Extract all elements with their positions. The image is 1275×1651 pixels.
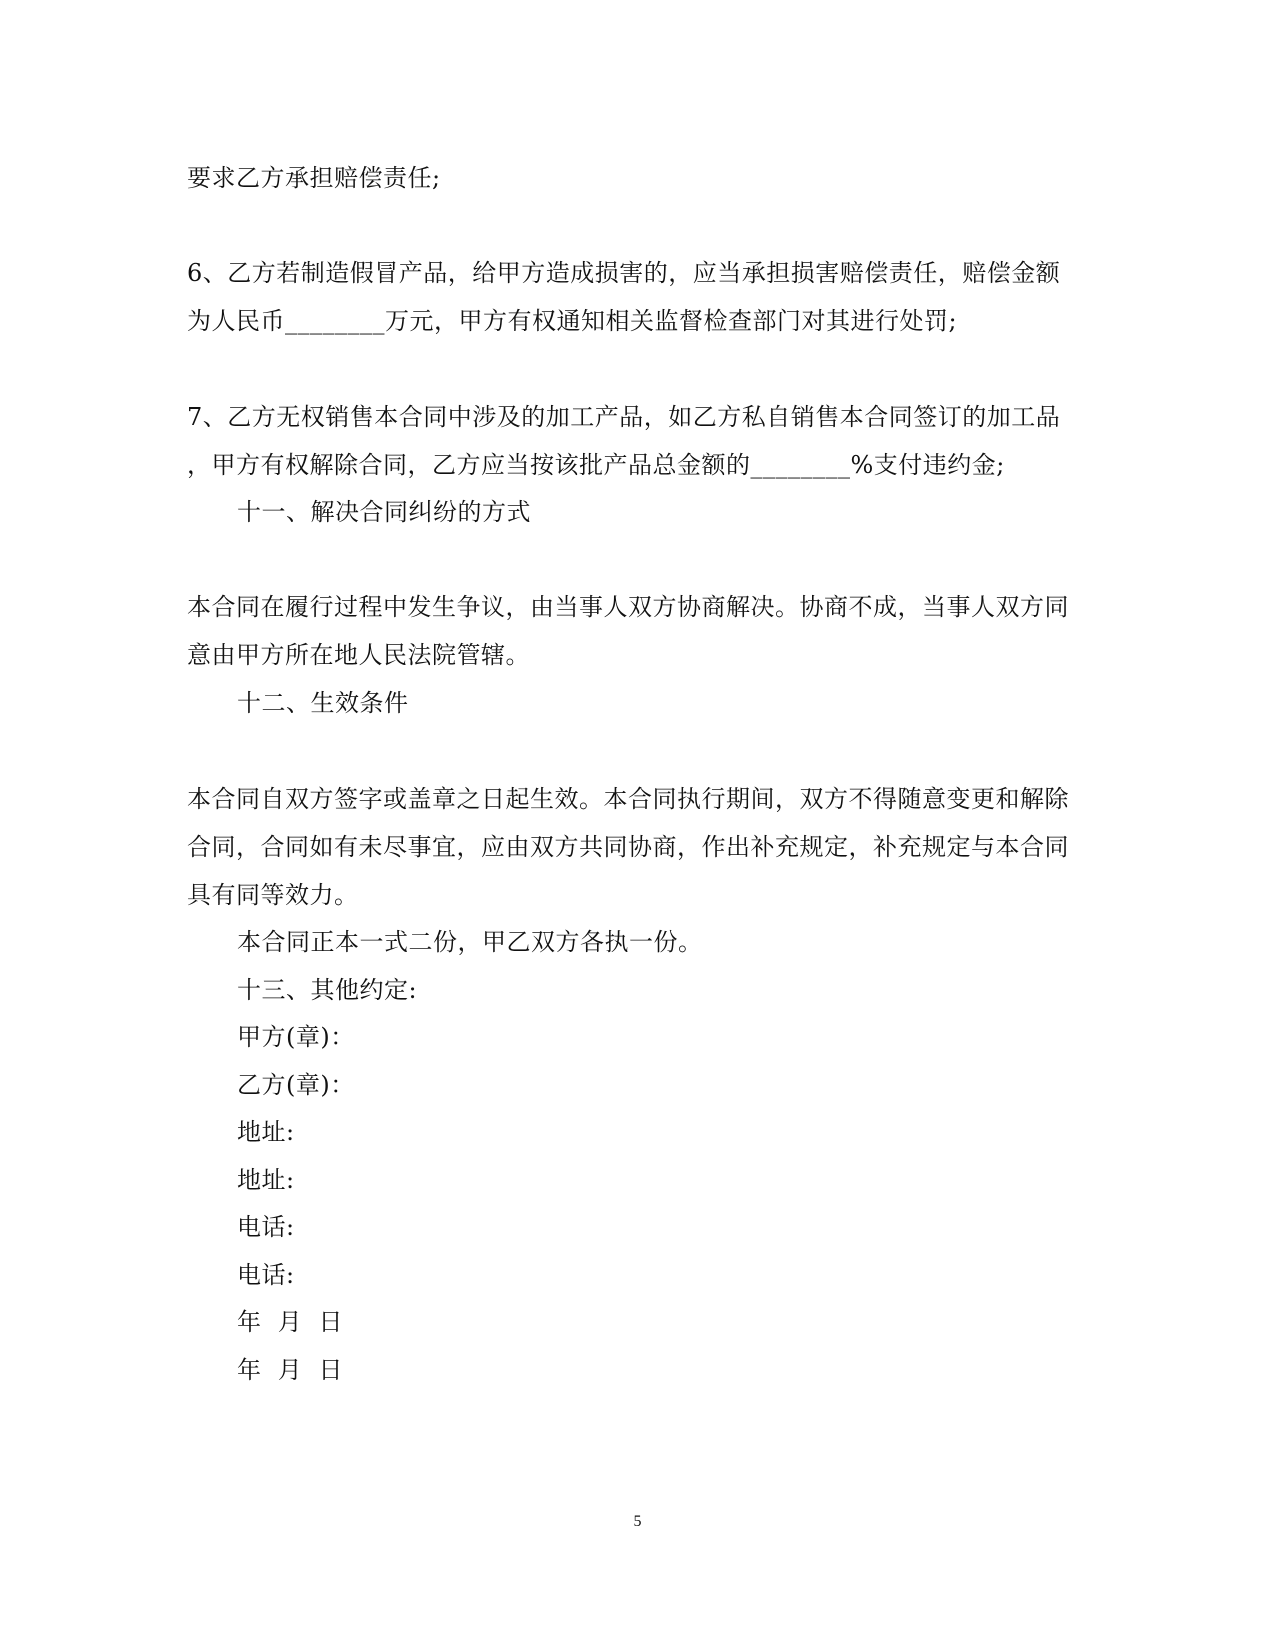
date-field: 年 月 日: [237, 1356, 344, 1384]
text-line: 合同，合同如有未尽事宜，应由双方共同协商，作出补充规定，补充规定与本合同: [187, 833, 1069, 861]
page-number: 5: [633, 1513, 642, 1530]
section-heading: 十二、生效条件: [237, 689, 409, 717]
text-line: 本合同正本一式二份，甲乙双方各执一份。: [237, 928, 703, 956]
text-line: 7、乙方无权销售本合同中涉及的加工产品，如乙方私自销售本合同签订的加工品: [187, 403, 1061, 431]
text-line: 为人民币________万元，甲方有权通知相关监督检查部门对其进行处罚;: [187, 307, 958, 335]
text-line: 本合同在履行过程中发生争议，由当事人双方协商解决。协商不成，当事人双方同: [187, 593, 1069, 621]
text-line: 意由甲方所在地人民法院管辖。: [187, 641, 530, 669]
text-line: ，甲方有权解除合同，乙方应当按该批产品总金额的________%支付违约金;: [187, 451, 1005, 479]
address-field: 地址:: [237, 1118, 295, 1146]
phone-field: 电话:: [237, 1213, 295, 1241]
text-line: 本合同自双方签字或盖章之日起生效。本合同执行期间，双方不得随意变更和解除: [187, 785, 1069, 813]
section-heading: 十三、其他约定:: [237, 976, 418, 1004]
signature-field-party-b: 乙方(章)：: [237, 1071, 355, 1099]
section-heading: 十一、解决合同纠纷的方式: [237, 498, 531, 526]
phone-field: 电话:: [237, 1261, 295, 1289]
signature-field-party-a: 甲方(章)：: [237, 1023, 355, 1051]
text-line: 要求乙方承担赔偿责任;: [187, 164, 441, 192]
address-field: 地址:: [237, 1166, 295, 1194]
date-field: 年 月 日: [237, 1308, 344, 1336]
text-line: 6、乙方若制造假冒产品，给甲方造成损害的，应当承担损害赔偿责任，赔偿金额: [187, 259, 1061, 287]
text-line: 具有同等效力。: [187, 881, 359, 909]
